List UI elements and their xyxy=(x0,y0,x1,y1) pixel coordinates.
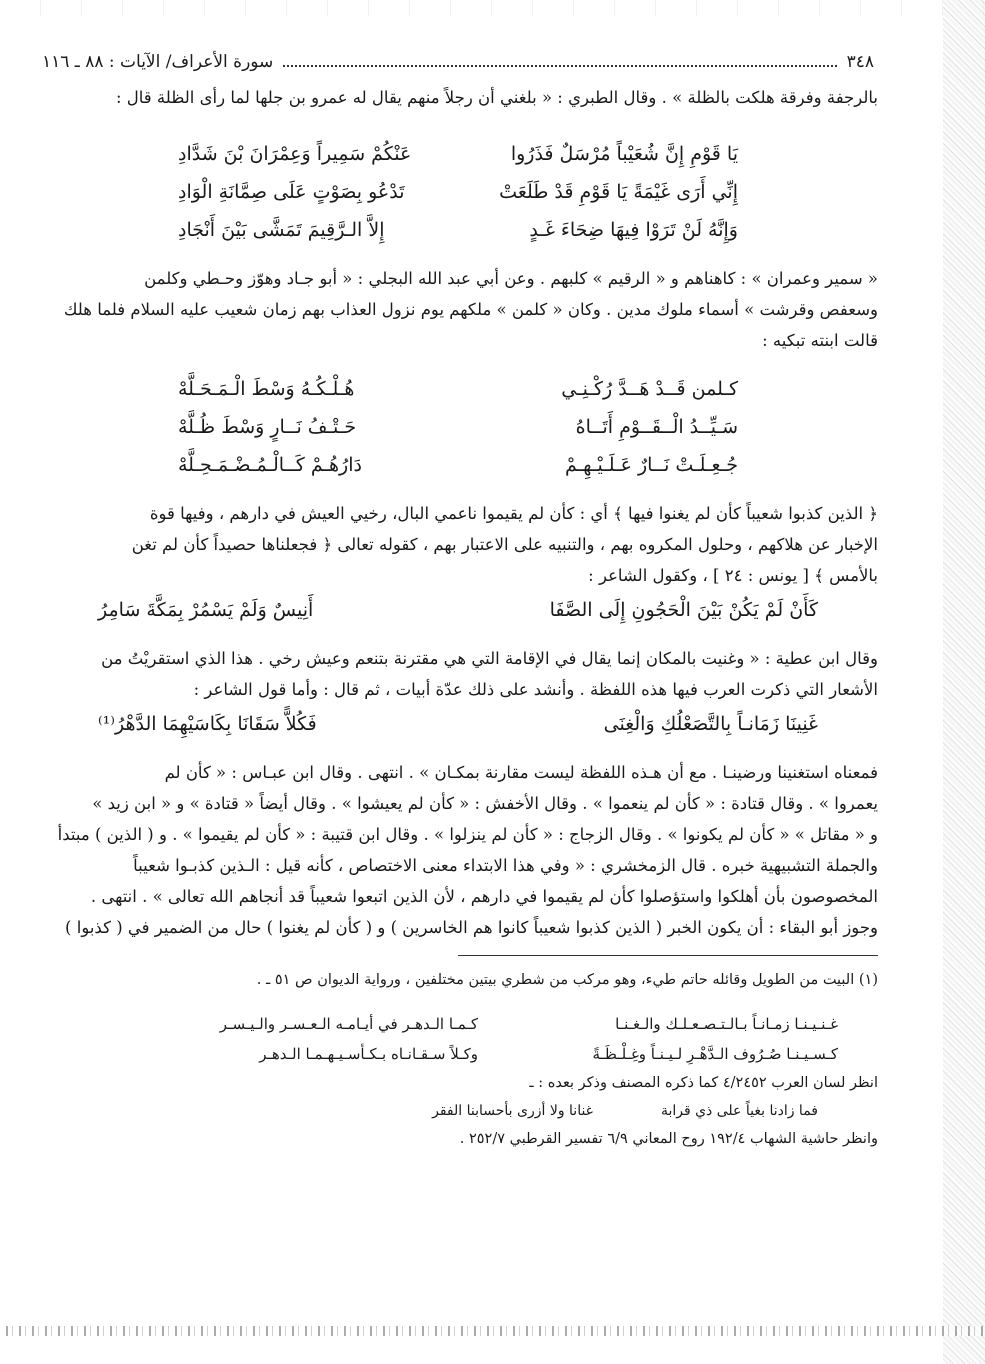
hemistich: وَإِنَّهُ لَنْ تَرَوْا فِيهَا ضِحَاءَ غَـدٍ xyxy=(529,219,738,241)
hemistich: غنانا ولا أزرى بأحسابنا الفقر xyxy=(432,1103,593,1119)
footnote-poem-2 xyxy=(398,1098,818,1125)
paragraph-tafsir xyxy=(38,757,878,943)
hemistich: كـسـيـنـا صُـرُوف الـدَّهْـرِ لـيـنـاً وغِـلْـظَـةً xyxy=(592,1045,838,1063)
paragraph-ibn-atiyya xyxy=(38,643,878,705)
footnotes xyxy=(38,966,878,1154)
paragraph-names xyxy=(38,263,878,356)
hemistich: جُـعِـلَـتْ نَــارٌ عَـلَـيْـهِـمْ xyxy=(564,454,738,476)
hemistich: دَارُهُـمْ كَــالْـمُـضْـمَـحِـلَّهْ xyxy=(178,454,362,476)
footnote-separator xyxy=(458,955,878,956)
text-line: و « مقاتل » « كأن لم يكونوا » . وقال الزجاج : « كأن لم ينزلوا » . وقال ابن قتيبة : « كأن لم يقيموا » . و ( الذين ) مبتدأ xyxy=(57,825,878,844)
text-line: قالت ابنته تبكيه : xyxy=(762,331,878,350)
footnote-poem xyxy=(148,1009,838,1069)
hemistich: وكـلاً سـقـانـاه بـكـأسـيـهـمـا الـدهـر xyxy=(259,1045,478,1063)
scan-right-border xyxy=(943,0,985,1364)
hemistich: غَنِينَا زَمَانـاً بِالتَّصَعْلُكِ وَالْغِنَى xyxy=(603,713,818,735)
hemistich: يَا قَوْمِ إِنَّ شُعَيْباً مُرْسَلٌ فَذَرُوا xyxy=(510,143,738,165)
text-line: وسعفص وقرشت » أسماء ملوك مدين . وكان « كلمن » ملكهم يوم نزول العذاب بهم زمان شعيب عليه السلام فلما هلك xyxy=(63,300,878,319)
hemistich: تَدْعُو بِصَوْتٍ عَلَى صِمَّانَةِ الْوَادِ xyxy=(178,181,405,203)
header-leader xyxy=(283,65,836,67)
text-line: وجوز أبو البقاء : أن يكون الخبر ( الذين كذبوا شعيباً كانوا هم الخاسرين ) و ( كأن لم يغنوا ) حال من الضمير في ( كذبوا ) xyxy=(65,918,878,937)
hemistich: إِلاَّ الـرَّقِيمَ تَمَشَّى بَيْنَ أَنْجَادِ xyxy=(178,219,385,241)
poem-ghanina xyxy=(98,705,818,743)
hemistich: فَكُلاًّ سَقَانَا بِكَاسَيْهِمَا الدَّهْرُ⁽¹⁾ xyxy=(98,713,317,735)
text-line: الأشعار التي ذكرت العرب فيها هذه اللفظة . وأنشد على ذلك عدّة أبيات ، ثم قال : وأما قول الشاعر : xyxy=(193,680,878,699)
footnote-reference: انظر لسان العرب ٤/٢٤٥٢ كما ذكره المصنف وذكر بعده : ـ xyxy=(529,1075,878,1091)
scan-top-edge xyxy=(0,0,985,16)
scan-bottom-border xyxy=(0,1326,985,1336)
text-line: ﴿ الذين كذبوا شعيباً كأن لم يغنوا فيها ﴾ أي : كأن لم يقيموا ناعمي البال، رخيي العيش في دارهم ، وفيها قوة xyxy=(149,504,878,523)
text-line: بالأمس ﴾ [ يونس : ٢٤ ] ، وكقول الشاعر : xyxy=(588,566,878,585)
poem-kalaman xyxy=(178,370,738,484)
footnote-reference: وانظر حاشية الشهاب ١٩٢/٤ روح المعاني ٦/٩ تفسير القرطبي ٢٥٢/٧ . xyxy=(459,1131,878,1147)
hemistich: إِنِّي أَرَى غَيْمَةً يَا قَوْمِ قَدْ طَلَعَتْ xyxy=(499,181,738,203)
page xyxy=(38,52,878,1154)
hemistich: عَنْكُمْ سَمِيراً وَعِمْرَانَ بْنَ شَدَّادِ xyxy=(178,143,412,165)
text-line: الإخبار عن هلاكهم ، وحلول المكروه بهم ، والتنبيه على الاعتبار بهم ، كقوله تعالى ﴿ فجعلناها حصيداً كأن لم تغن xyxy=(131,535,878,554)
paragraph-intro xyxy=(38,82,878,113)
hemistich: حَـتْـفُ نَــارٍ وَسْطَ ظُـلَّهْ xyxy=(178,416,357,438)
hemistich: سَـيِّــدُ الْــقَــوْمِ أَتَــاهُ xyxy=(575,416,738,438)
page-number: ٣٤٨ xyxy=(846,52,874,72)
text-line: المخصوصون بأن أهلكوا واستؤصلوا كأن لم يقيموا في دارهم ، لأن الذين اتبعوا شعيباً قد أنجاهم الله تعالى » . انتهى . xyxy=(90,887,878,906)
hemistich: فما زادنا بغياً على ذي قرابة xyxy=(660,1103,818,1119)
running-header xyxy=(38,52,878,82)
text-line: « سمير وعمران » : كاهناهم و « الرقيم » كلبهم . وعن أبي عبد الله البجلي : « أبو جـاد وهوّز وحـطي وكلمن xyxy=(144,269,878,288)
hemistich: كـمـا الـدهـر في أيـامـه الـعـسـر والـيـسـر xyxy=(219,1015,478,1033)
hemistich: كَأَنْ لَمْ يَكُنْ بَيْنَ الْحَجُونِ إِلَى الصَّفَا xyxy=(549,599,818,621)
text-line: فمعناه استغنينا ورضينـا . مع أن هـذه اللفظة ليست مقارنة بمكـان » . انتهى . وقال ابن عبـاس : « كأن لم xyxy=(164,763,878,782)
text-line: يعمروا » . وقال قتادة : « كأن لم ينعموا » . وقال الأخفش : « كأن لم يعيشوا » . وقال أيضاً « قتادة » و « ابن زيد » xyxy=(92,794,878,813)
running-title: سورة الأعراف/ الآيات : ٨٨ ـ ١١٦ xyxy=(42,52,274,72)
hemistich: كـلمن قَــدْ هَــدَّ رُكْـنِـي xyxy=(561,378,738,400)
hemistich: هُـلْـكُـهُ وَسْطَ الْـمَـحَـلَّهْ xyxy=(178,378,355,400)
text-line: بالرجفة وفرقة هلكت بالظلة » . وقال الطبري : « بلغني أن رجلاً منهم يقال له عمرو بن جلها لما رأى الظلة قال : xyxy=(115,88,878,107)
text-line: والجملة التشبيهية خبره . قال الزمخشري : « وفي هذا الابتداء معنى الاختصاص ، كأنه قيل : الـذين كذبـوا شعيباً xyxy=(133,856,878,875)
hemistich: أَنِيسٌ وَلَمْ يَسْمُرْ بِمَكَّةَ سَامِرُ xyxy=(98,599,314,621)
paragraph-verse xyxy=(38,498,878,591)
hemistich: غـنـيـنـا زمـانـاً بـالـتـصـعـلـك والـغـنـا xyxy=(615,1015,838,1033)
poem-hajun xyxy=(98,591,818,629)
text-line: وقال ابن عطية : « وغنيت بالمكان إنما يقال في الإقامة التي هي مقترنة بتنعم وعيش رخي . هذا الذي استقريْتُ من xyxy=(101,649,878,668)
poem-amr xyxy=(178,135,738,249)
footnote-1: (١) البيت من الطويل وقائله حاتم طيء، وهو مركب من شطري بيتين مختلفين ، ورواية الديوان ص ٥١ ـ . xyxy=(256,972,878,988)
